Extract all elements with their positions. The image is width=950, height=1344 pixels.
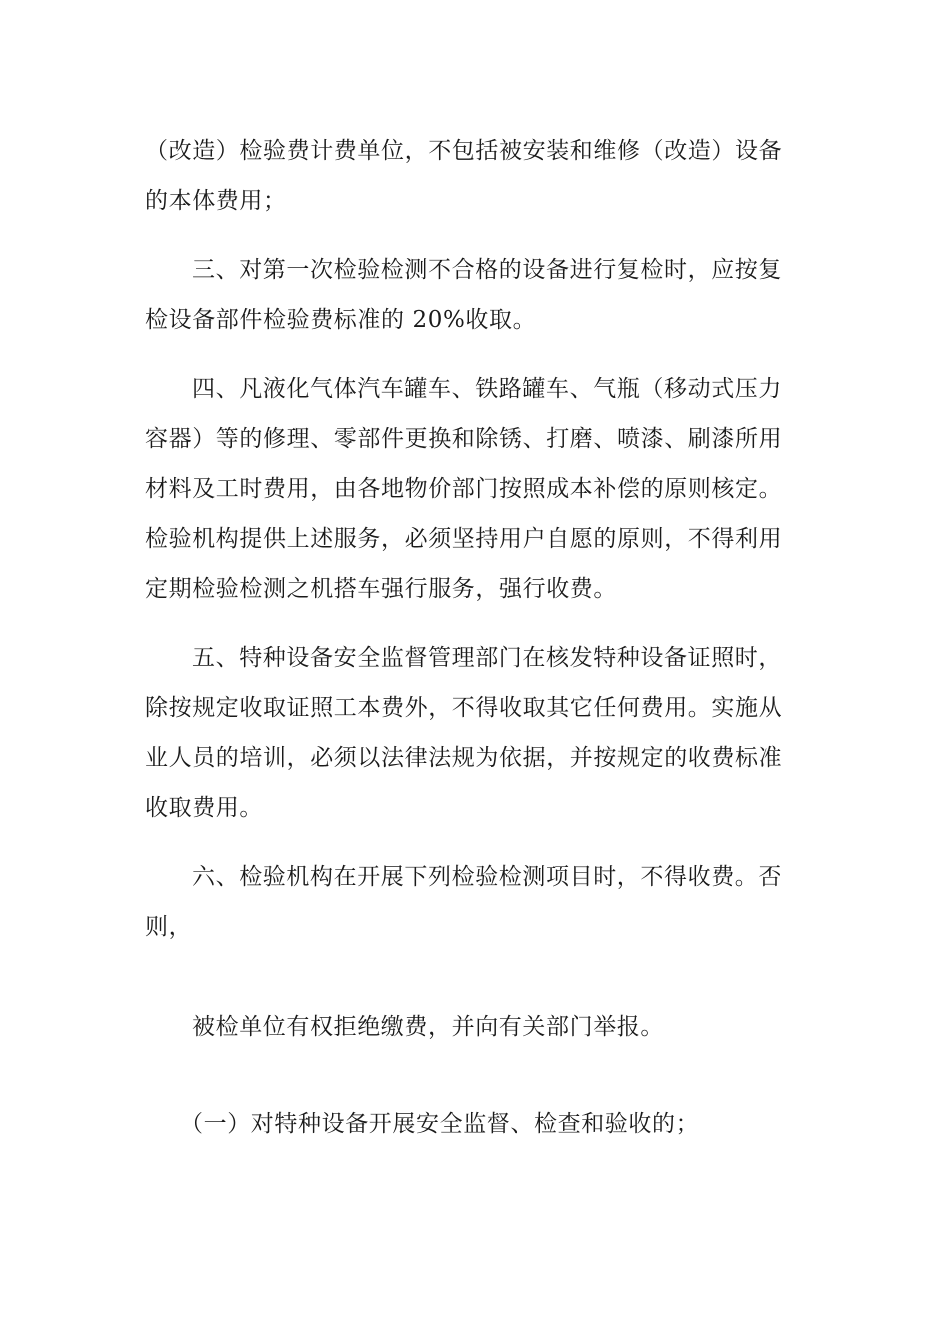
paragraph-line: 容器）等的修理、零部件更换和除锈、打磨、喷漆、刷漆所用 [145, 426, 783, 452]
paragraph-line: 业人员的培训，必须以法律法规为依据，并按规定的收费标准 [145, 745, 783, 771]
paragraph-line: 的本体费用； [145, 188, 287, 214]
paragraph-line: 则， [145, 914, 193, 940]
paragraph-line: 定期检验检测之机搭车强行服务，强行收费。 [145, 576, 617, 602]
paragraph-line: 五、特种设备安全监督管理部门在核发特种设备证照时， [192, 645, 782, 671]
paragraph-line: 三、对第一次检验检测不合格的设备进行复检时，应按复 [192, 257, 782, 283]
list-item: （一）对特种设备开展安全监督、检查和验收的； [180, 1111, 700, 1137]
paragraph-line: （改造）检验费计费单位，不包括被安装和维修（改造）设备 [145, 138, 783, 164]
paragraph-line: 除按规定收取证照工本费外，不得收取其它任何费用。实施从 [145, 695, 783, 721]
paragraph-line: 材料及工时费用，由各地物价部门按照成本补偿的原则核定。 [145, 476, 783, 502]
paragraph-line: 六、检验机构在开展下列检验检测项目时，不得收费。否 [192, 864, 782, 890]
paragraph-line: 检设备部件检验费标准的 20%收取。 [145, 307, 537, 333]
paragraph-line: 被检单位有权拒绝缴费，并向有关部门举报。 [192, 1014, 664, 1040]
paragraph-line: 四、凡液化气体汽车罐车、铁路罐车、气瓶（移动式压力 [192, 376, 782, 402]
paragraph-line: 检验机构提供上述服务，必须坚持用户自愿的原则，不得利用 [145, 526, 783, 552]
paragraph-line: 收取费用。 [145, 795, 263, 821]
